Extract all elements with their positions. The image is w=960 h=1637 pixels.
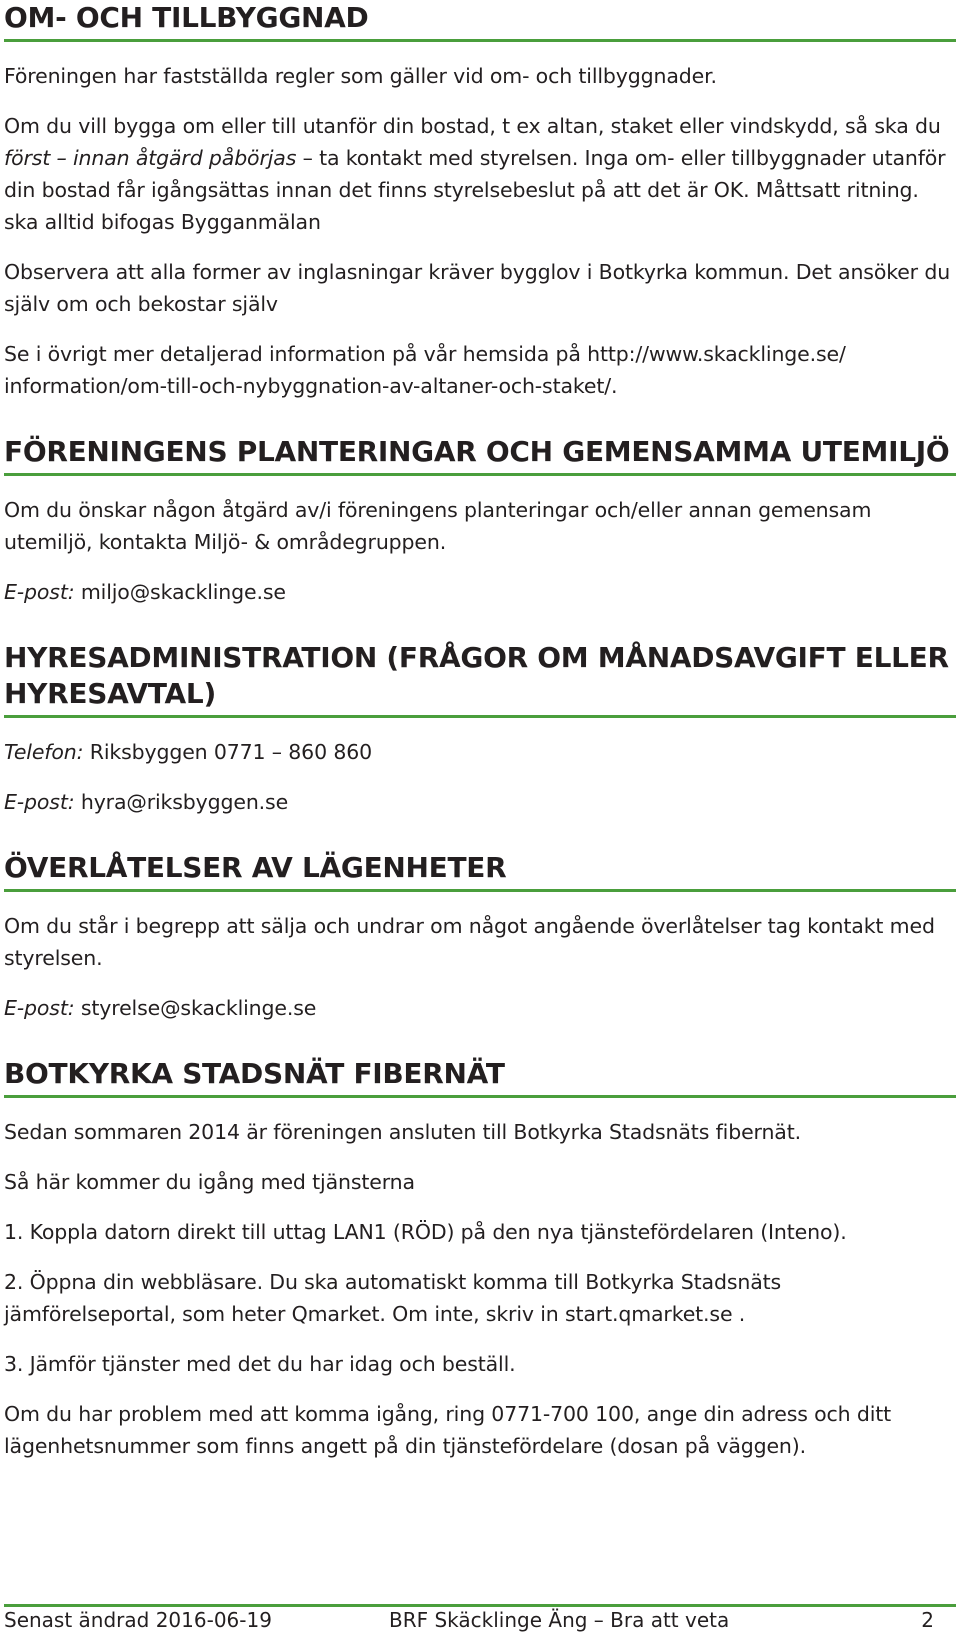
section-om-och-tillbyggnad	[4, 0, 956, 402]
contact-line	[4, 576, 956, 608]
contact-line	[4, 786, 956, 818]
section-heading: HYRESADMINISTRATION (FRÅGOR OM MÅNADSAVGIFT ELLER HYRESAVTAL)	[4, 640, 956, 718]
page-footer	[4, 1604, 956, 1633]
email-address: hyra@riksbyggen.se	[74, 790, 289, 814]
paragraph: Föreningen har fastställda regler som gäller vid om- och tillbyggnader.	[4, 64, 717, 88]
section-overlatelser	[4, 850, 956, 1024]
section-heading: ÖVERLÅTELSER AV LÄGENHETER	[4, 850, 956, 892]
paragraph: Observera att alla former av inglasningar kräver bygglov i Botkyrka kommun. Det ansöker du själv om och bekostar själv	[4, 260, 951, 316]
phone-label: Telefon:	[4, 740, 84, 764]
text-run: – ta kontakt med styrelsen. Inga om- eller tillbyggnader utanför din bostad får igångsättas innan det finns styrelsebeslut på att det är OK. Måttsatt ritning. ska alltid bifogas Bygganmälan	[4, 146, 946, 234]
section-fibernat	[4, 1056, 956, 1462]
paragraph: Se i övrigt mer detaljerad information på vår hemsida på http://www.skacklinge.se/ information/om-till-och-nybyggnation-av-altaner-och-staket/.	[4, 342, 846, 398]
paragraph: Sedan sommaren 2014 är föreningen ansluten till Botkyrka Stadsnäts fibernät.	[4, 1120, 801, 1144]
paragraph	[4, 110, 956, 238]
phone-number: Riksbyggen 0771 – 860 860	[83, 740, 373, 764]
paragraph: Om du har problem med att komma igång, ring 0771-700 100, ange din adress och ditt lägenhetsnummer som finns angett på din tjänstefördelare (dosan på väggen).	[4, 1402, 892, 1458]
email-label: E-post:	[4, 790, 75, 814]
email-address: miljo@skacklinge.se	[74, 580, 286, 604]
contact-line	[4, 992, 956, 1024]
document-title: BRF Skäcklinge Äng – Bra att veta	[389, 1608, 730, 1632]
section-heading: FÖRENINGENS PLANTERINGAR OCH GEMENSAMMA UTEMILJÖ	[4, 434, 956, 476]
emphasis-text: först – innan åtgärd påbörjas	[4, 146, 297, 170]
last-modified: Senast ändrad 2016-06-19	[4, 1608, 272, 1632]
paragraph: Om du önskar någon åtgärd av/i föreningens planteringar och/eller annan gemensam utemiljö, kontakta Miljö- & områdegruppen.	[4, 498, 872, 554]
section-heading: BOTKYRKA STADSNÄT FIBERNÄT	[4, 1056, 956, 1098]
step-item: 3. Jämför tjänster med det du har idag och beställ.	[4, 1352, 516, 1376]
contact-line	[4, 736, 956, 768]
step-item: 2. Öppna din webbläsare. Du ska automatiskt komma till Botkyrka Stadsnäts jämförelseportal, som heter Qmarket. Om inte, skriv in start.qmarket.se .	[4, 1270, 782, 1326]
email-label: E-post:	[4, 580, 75, 604]
email-label: E-post:	[4, 996, 75, 1020]
text-run: Om du vill bygga om eller till utanför din bostad, t ex altan, staket eller vindskydd, så ska du	[4, 114, 941, 138]
section-planteringar	[4, 434, 956, 608]
document-page	[4, 0, 956, 1462]
paragraph: Om du står i begrepp att sälja och undrar om något angående överlåtelser tag kontakt med styrelsen.	[4, 914, 935, 970]
section-hyresadministration	[4, 640, 956, 818]
section-heading: OM- OCH TILLBYGGNAD	[4, 0, 956, 42]
page-number: 2	[921, 1608, 934, 1632]
paragraph: Så här kommer du igång med tjänsterna	[4, 1170, 415, 1194]
step-item: 1. Koppla datorn direkt till uttag LAN1 (RÖD) på den nya tjänstefördelaren (Inteno).	[4, 1220, 847, 1244]
email-address: styrelse@skacklinge.se	[74, 996, 317, 1020]
